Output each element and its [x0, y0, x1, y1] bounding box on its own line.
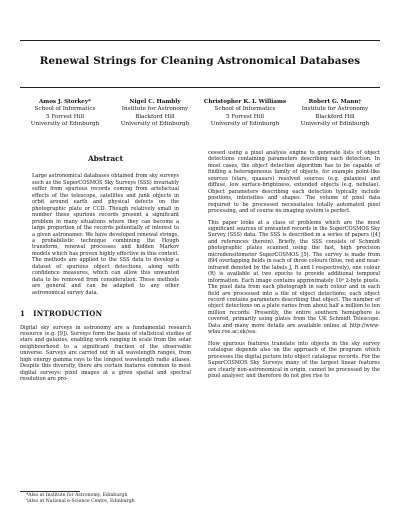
intro-paragraph: Digital sky surveys in astronomy are a fundamental research resource (e.g. [9]). Surveys form the basis of statistical studies of stars and galaxies, enabling work ranging in scale from the solar neighbourhood to a significant fraction of the observable universe. Surveys are carried out in all wavelength ranges, from high energy gamma rays to the longest wavelength radio atlases. Despite this diversity, there are certain features common to most digital surveys: pixel images at a given spatial and spectral resolution are pro- [20, 324, 191, 383]
footnote-rule [20, 491, 80, 492]
author-name: Nigel C. Hambly [129, 99, 181, 105]
right-column [208, 150, 380, 384]
author-1 [20, 99, 110, 129]
author-block [20, 99, 380, 129]
author-affiliation: Institute for Astronomy [301, 106, 369, 113]
footnote-1: *Also at Institute for Astronomy, Edinburgh [26, 493, 128, 498]
author-university: University of Edinburgh [30, 121, 100, 128]
author-university: University of Edinburgh [300, 121, 370, 128]
body-paragraph-2: This paper looks at a class of problems which are the most significant sources of unwanted records in the SuperCOSMOS Sky Survey (SSS) data. The SSS is described in a series of papers ([4] and references therein). Briefly, the SSS consists of Schmidt photographic plates scanned using the fast, high precision microdensitometer SuperCOSMOS [5]. The survey is made from 894 overlapping fields in each of three colours (blue, red and near-infrared denoted by the labels J, R and I respectively), one colour (R) is available at two epochs to provide additional temporal information. Each image contains approximately 10⁹ 2-byte pixels. The pixel data from each photograph in each colour and in each field are processed into a file of object detections; each object record contains parameters describing that object. The number of object detections on a plate varies from about half a million to ten million records. Presently, the entire southern hemisphere is covered, primarily using plates from the UK Schmidt Telescope. Data and many more details are available online at http://www-wfau.roe.ac.uk/sss. [208, 219, 380, 336]
body-paragraph-1: cessed using a pixel analysis engine to generate lists of object detections containing parameters describing each detection. In most cases, the object detection algorithm has to be capable of finding a heterogeneous family of objects, for example point-like sources (stars, quasars) resolved sources (e.g. galaxies) and diffuse, low surface-brightness, extended objects (e.g. nebulae). Object parameters describing each detection typically include positions, intensities and shapes. The volume of pixel data required to be processed necessitates totally automated pixel processing, and of course no imaging system is perfect. [208, 150, 380, 215]
section-heading-introduction [20, 311, 191, 317]
author-name: Amos J. Storkey* [38, 99, 92, 105]
author-name: Robert G. Mann† [308, 99, 362, 105]
body-paragraph-3: How spurious features translate into objects in the sky survey catalogue depends also on the approach of the program which processes the digital picture into object catalogue records. For the SuperCOSMOS Sky Surveys many of the largest linear features are clearly non-astronomical in origin, cannot be processed by the pixel analyser, and therefore do not give rise to [208, 340, 380, 379]
author-affiliation: School of Informatics [214, 106, 276, 113]
abstract-text: Large astronomical databases obtained from sky surveys such as the SuperCOSMOS Sky Surveys (SSS) invariably suffer from spurious records coming from artefactual effects of the telescope, satellites and junk objects in orbit around earth and physical defects on the photographic plate or CCD. Though relatively small in number these spurious records present a significant problem in many situations where they can become a large proportion of the records potentially of interest to a given astronomer. We have developed renewal strings, a probabilistic technique combining the Hough transform, renewal processes and hidden Markov models which has proven highly effective in this context. The methods are applied to the SSS data to develop a dataset of spurious object detections, along with confidence measures, which can allow this unwanted data to be removed from consideration. These methods are general and can be adapted to any other astronomical survey data. [32, 173, 179, 296]
author-affiliation: Institute for Astronomy [121, 106, 189, 113]
abstract-heading: Abstract [87, 154, 124, 163]
paper-title: Renewal Strings for Cleaning Astronomical Databases [39, 55, 361, 67]
author-university: University of Edinburgh [120, 121, 190, 128]
section-title: INTRODUCTION [33, 309, 103, 319]
left-column [20, 156, 191, 388]
author-3 [200, 99, 290, 129]
section-number: 1 [20, 309, 26, 319]
footnote-2: †Also at National e-Science Centre, Edinburgh [26, 499, 135, 504]
author-address: Blackford Hill [315, 113, 355, 120]
author-name: Christopher K. I. Williams [203, 99, 287, 105]
title-top-rule [20, 40, 380, 41]
footnotes [20, 491, 191, 505]
author-address: 5 Forrest Hill [45, 113, 85, 120]
author-2 [110, 99, 200, 129]
author-affiliation: School of Informatics [34, 106, 96, 113]
author-4 [290, 99, 380, 129]
author-address: Blackford Hill [135, 113, 175, 120]
title-bottom-rule [20, 87, 380, 88]
author-university: University of Edinburgh [210, 121, 280, 128]
author-address: 5 Forrest Hill [225, 113, 265, 120]
